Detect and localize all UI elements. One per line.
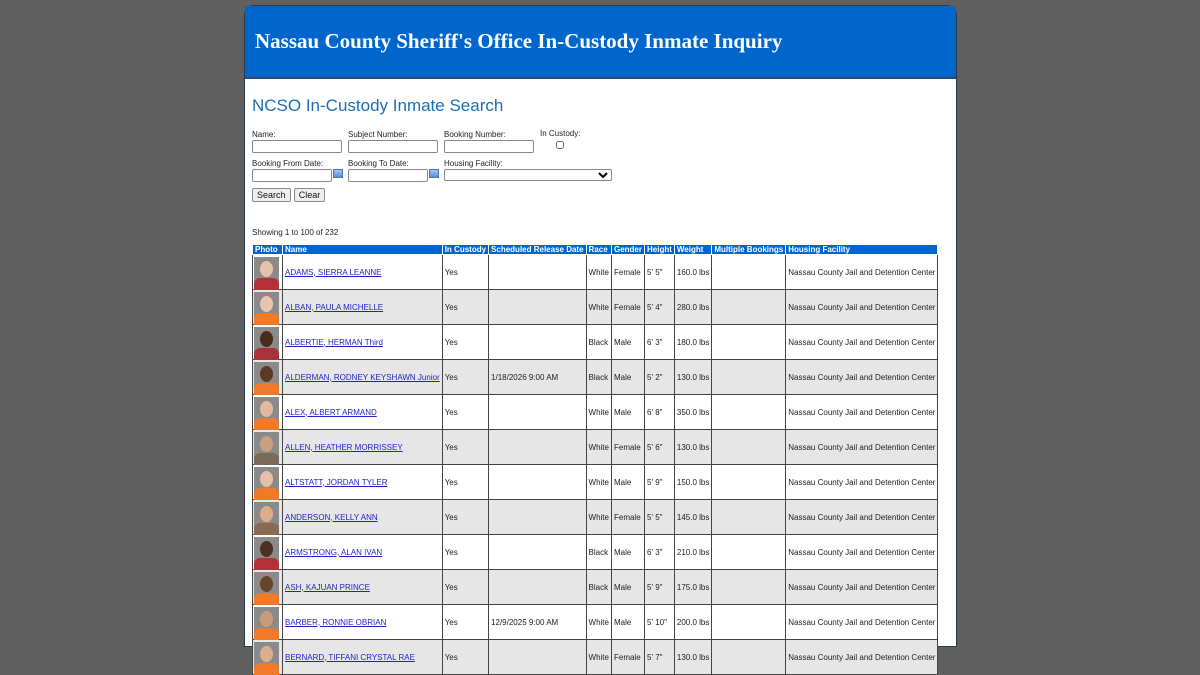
race-cell: White (586, 465, 611, 500)
calendar-icon[interactable] (333, 169, 343, 178)
mugshot-shirt (254, 628, 279, 640)
in-custody-cell: Yes (442, 570, 488, 605)
housing-facility-cell: Nassau County Jail and Detention Center (786, 570, 938, 605)
mugshot-face (260, 506, 273, 522)
main-content (245, 96, 956, 675)
gender-cell: Female (611, 290, 644, 325)
gender-cell: Male (611, 360, 644, 395)
mugshot-face (260, 646, 273, 662)
height-cell: 6' 3" (645, 325, 675, 360)
inmate-name-link[interactable]: ALLEN, HEATHER MORRISSEY (285, 442, 403, 452)
inmate-name-link[interactable]: ALEX, ALBERT ARMAND (285, 407, 377, 417)
weight-cell: 145.0 lbs (674, 500, 711, 535)
in-custody-cell: Yes (442, 605, 488, 640)
name-cell (283, 500, 443, 535)
housing-facility-cell: Nassau County Jail and Detention Center (786, 605, 938, 640)
weight-cell: 175.0 lbs (674, 570, 711, 605)
name-cell (283, 325, 443, 360)
mugshot-shirt (254, 453, 279, 465)
results-summary: Showing 1 to 100 of 232 (252, 228, 339, 237)
results-table (252, 244, 938, 675)
inmate-name-link[interactable]: ARMSTRONG, ALAN IVAN (285, 547, 383, 557)
race-cell: White (586, 290, 611, 325)
housing-facility-cell: Nassau County Jail and Detention Center (786, 535, 938, 570)
table-row (253, 290, 938, 325)
race-cell: White (586, 605, 611, 640)
height-cell: 5' 10" (645, 605, 675, 640)
booking-from-date-label: Booking From Date: (252, 159, 324, 168)
name-cell (283, 255, 443, 290)
inmate-name-link[interactable]: BARBER, RONNIE OBRIAN (285, 617, 387, 627)
height-cell: 6' 3" (645, 535, 675, 570)
photo-cell (253, 500, 283, 535)
release-date-cell (489, 640, 586, 675)
table-header-row (253, 245, 938, 255)
mugshot-shirt (254, 278, 279, 290)
race-cell: White (586, 640, 611, 675)
multiple-bookings-cell (712, 290, 786, 325)
in-custody-cell: Yes (442, 395, 488, 430)
height-cell: 5' 6" (645, 430, 675, 465)
in-custody-cell: Yes (442, 500, 488, 535)
mugshot-shirt (254, 348, 279, 360)
subject-number-input[interactable] (348, 140, 438, 153)
name-cell (283, 605, 443, 640)
height-cell: 5' 9" (645, 570, 675, 605)
booking-number-label: Booking Number: (444, 130, 506, 139)
column-header: Photo (253, 245, 283, 255)
table-row (253, 605, 938, 640)
housing-facility-select[interactable] (444, 169, 612, 181)
photo-cell (253, 430, 283, 465)
mugshot-shirt (254, 383, 279, 395)
inmate-name-link[interactable]: ASH, KAJUAN PRINCE (285, 582, 370, 592)
mugshot-face (260, 401, 273, 417)
release-date-cell: 1/18/2026 9:00 AM (489, 360, 586, 395)
weight-cell: 130.0 lbs (674, 640, 711, 675)
photo-cell (253, 640, 283, 675)
weight-cell: 160.0 lbs (674, 255, 711, 290)
multiple-bookings-cell (712, 360, 786, 395)
housing-facility-cell: Nassau County Jail and Detention Center (786, 430, 938, 465)
subject-number-label: Subject Number: (348, 130, 408, 139)
release-date-cell (489, 290, 586, 325)
in-custody-cell: Yes (442, 255, 488, 290)
photo-cell (253, 325, 283, 360)
table-row (253, 570, 938, 605)
release-date-cell (489, 395, 586, 430)
race-cell: White (586, 395, 611, 430)
name-cell (283, 640, 443, 675)
mugshot-face (260, 611, 273, 627)
table-row (253, 535, 938, 570)
booking-to-date-field-group (348, 159, 439, 182)
mugshot-shirt (254, 418, 279, 430)
mugshot-image[interactable] (254, 292, 279, 323)
column-header: Multiple Bookings (712, 245, 786, 255)
search-button[interactable]: Search (252, 188, 291, 202)
in-custody-cell: Yes (442, 290, 488, 325)
photo-cell (253, 360, 283, 395)
weight-cell: 350.0 lbs (674, 395, 711, 430)
height-cell: 5' 7" (645, 640, 675, 675)
mugshot-face (260, 296, 273, 312)
release-date-cell (489, 465, 586, 500)
housing-facility-cell: Nassau County Jail and Detention Center (786, 465, 938, 500)
gender-cell: Male (611, 605, 644, 640)
height-cell: 5' 4" (645, 290, 675, 325)
inmate-name-link[interactable]: ALDERMAN, RODNEY KEYSHAWN Junior (285, 372, 440, 382)
housing-facility-cell: Nassau County Jail and Detention Center (786, 395, 938, 430)
inmate-name-link[interactable]: ANDERSON, KELLY ANN (285, 512, 378, 522)
in-custody-cell: Yes (442, 465, 488, 500)
gender-cell: Female (611, 255, 644, 290)
name-cell (283, 535, 443, 570)
form-buttons (252, 188, 326, 202)
mugshot-image[interactable] (254, 537, 279, 568)
weight-cell: 280.0 lbs (674, 290, 711, 325)
column-header: Height (645, 245, 675, 255)
multiple-bookings-cell (712, 325, 786, 360)
column-header: Gender (611, 245, 644, 255)
height-cell: 6' 8" (645, 395, 675, 430)
search-form (252, 130, 956, 222)
mugshot-shirt (254, 593, 279, 605)
mugshot-shirt (254, 313, 279, 325)
name-cell (283, 360, 443, 395)
release-date-cell (489, 325, 586, 360)
name-input[interactable] (252, 140, 342, 153)
photo-cell (253, 570, 283, 605)
weight-cell: 200.0 lbs (674, 605, 711, 640)
multiple-bookings-cell (712, 640, 786, 675)
photo-cell (253, 535, 283, 570)
header-banner (245, 6, 956, 79)
mugshot-image[interactable] (254, 467, 279, 498)
mugshot-image[interactable] (254, 642, 279, 673)
column-header: Scheduled Release Date (489, 245, 586, 255)
name-cell (283, 465, 443, 500)
multiple-bookings-cell (712, 430, 786, 465)
mugshot-shirt (254, 558, 279, 570)
weight-cell: 130.0 lbs (674, 430, 711, 465)
inmate-name-link[interactable]: ADAMS, SIERRA LEANNE (285, 267, 382, 277)
inmate-name-link[interactable]: ALBAN, PAULA MICHELLE (285, 302, 384, 312)
gender-cell: Female (611, 640, 644, 675)
subject-number-field-group (348, 130, 438, 153)
housing-facility-cell: Nassau County Jail and Detention Center (786, 325, 938, 360)
weight-cell: 180.0 lbs (674, 325, 711, 360)
table-row (253, 430, 938, 465)
site-title: Nassau County Sheriff's Office In-Custody Inmate Inquiry (255, 29, 783, 53)
height-cell: 5' 5" (645, 255, 675, 290)
name-label: Name: (252, 130, 276, 139)
gender-cell: Female (611, 430, 644, 465)
mugshot-image[interactable] (254, 257, 279, 288)
inmate-name-link[interactable]: ALTSTATT, JORDAN TYLER (285, 477, 388, 487)
table-row (253, 325, 938, 360)
gender-cell: Male (611, 325, 644, 360)
multiple-bookings-cell (712, 255, 786, 290)
multiple-bookings-cell (712, 605, 786, 640)
table-body (253, 255, 938, 675)
race-cell: White (586, 430, 611, 465)
column-header: Weight (674, 245, 711, 255)
housing-facility-field-group (444, 159, 612, 181)
gender-cell: Male (611, 535, 644, 570)
weight-cell: 150.0 lbs (674, 465, 711, 500)
mugshot-face (260, 261, 273, 277)
column-header: Name (283, 245, 443, 255)
in-custody-checkbox[interactable] (556, 141, 564, 149)
housing-facility-cell: Nassau County Jail and Detention Center (786, 290, 938, 325)
race-cell: Black (586, 325, 611, 360)
race-cell: White (586, 255, 611, 290)
housing-facility-label: Housing Facility: (444, 159, 503, 168)
gender-cell: Male (611, 570, 644, 605)
mugshot-image[interactable] (254, 362, 279, 393)
height-cell: 5' 2" (645, 360, 675, 395)
page-title: NCSO In-Custody Inmate Search (252, 96, 504, 115)
weight-cell: 130.0 lbs (674, 360, 711, 395)
release-date-cell: 12/9/2025 9:00 AM (489, 605, 586, 640)
mugshot-face (260, 366, 273, 382)
mugshot-shirt (254, 663, 279, 675)
multiple-bookings-cell (712, 465, 786, 500)
booking-to-date-input[interactable] (348, 169, 428, 182)
booking-number-field-group (444, 130, 534, 153)
multiple-bookings-cell (712, 570, 786, 605)
booking-to-date-label: Booking To Date: (348, 159, 409, 168)
multiple-bookings-cell (712, 500, 786, 535)
weight-cell: 210.0 lbs (674, 535, 711, 570)
race-cell: Black (586, 535, 611, 570)
race-cell: Black (586, 360, 611, 395)
name-cell (283, 290, 443, 325)
gender-cell: Female (611, 500, 644, 535)
in-custody-cell: Yes (442, 535, 488, 570)
column-header: Housing Facility (786, 245, 938, 255)
inmate-name-link[interactable]: BERNARD, TIFFANI CRYSTAL RAE (285, 652, 415, 662)
in-custody-field-group (540, 129, 580, 151)
photo-cell (253, 395, 283, 430)
in-custody-cell: Yes (442, 325, 488, 360)
housing-facility-cell: Nassau County Jail and Detention Center (786, 255, 938, 290)
release-date-cell (489, 255, 586, 290)
table-row (253, 395, 938, 430)
gender-cell: Male (611, 465, 644, 500)
column-header: Race (586, 245, 611, 255)
multiple-bookings-cell (712, 395, 786, 430)
mugshot-face (260, 436, 273, 452)
photo-cell (253, 465, 283, 500)
page-frame (244, 5, 957, 662)
mugshot-image[interactable] (254, 327, 279, 358)
multiple-bookings-cell (712, 535, 786, 570)
mugshot-image[interactable] (254, 432, 279, 463)
housing-facility-cell: Nassau County Jail and Detention Center (786, 500, 938, 535)
mugshot-image[interactable] (254, 397, 279, 428)
gender-cell: Male (611, 395, 644, 430)
table-row (253, 255, 938, 290)
inmate-name-link[interactable]: ALBERTIE, HERMAN Third (285, 337, 383, 347)
mugshot-shirt (254, 523, 279, 535)
in-custody-cell: Yes (442, 360, 488, 395)
booking-from-date-field-group (252, 159, 343, 182)
release-date-cell (489, 535, 586, 570)
clear-button[interactable]: Clear (294, 188, 326, 202)
name-field-group (252, 130, 342, 153)
mugshot-shirt (254, 488, 279, 500)
table-row (253, 360, 938, 395)
booking-from-date-input[interactable] (252, 169, 332, 182)
mugshot-face (260, 471, 273, 487)
mugshot-face (260, 576, 273, 592)
release-date-cell (489, 500, 586, 535)
in-custody-cell: Yes (442, 430, 488, 465)
housing-facility-cell: Nassau County Jail and Detention Center (786, 640, 938, 675)
mugshot-face (260, 541, 273, 557)
race-cell: Black (586, 570, 611, 605)
mugshot-image[interactable] (254, 572, 279, 603)
table-row (253, 500, 938, 535)
in-custody-label: In Custody: (540, 129, 581, 138)
photo-cell (253, 255, 283, 290)
mugshot-image[interactable] (254, 502, 279, 533)
table-row (253, 465, 938, 500)
photo-cell (253, 290, 283, 325)
mugshot-face (260, 331, 273, 347)
name-cell (283, 570, 443, 605)
height-cell: 5' 5" (645, 500, 675, 535)
release-date-cell (489, 430, 586, 465)
in-custody-cell: Yes (442, 640, 488, 675)
mugshot-image[interactable] (254, 607, 279, 638)
column-header: In Custody (442, 245, 488, 255)
name-cell (283, 430, 443, 465)
height-cell: 5' 9" (645, 465, 675, 500)
booking-number-input[interactable] (444, 140, 534, 153)
race-cell: White (586, 500, 611, 535)
table-row (253, 640, 938, 675)
housing-facility-cell: Nassau County Jail and Detention Center (786, 360, 938, 395)
name-cell (283, 395, 443, 430)
photo-cell (253, 605, 283, 640)
release-date-cell (489, 570, 586, 605)
calendar-icon[interactable] (429, 169, 439, 178)
